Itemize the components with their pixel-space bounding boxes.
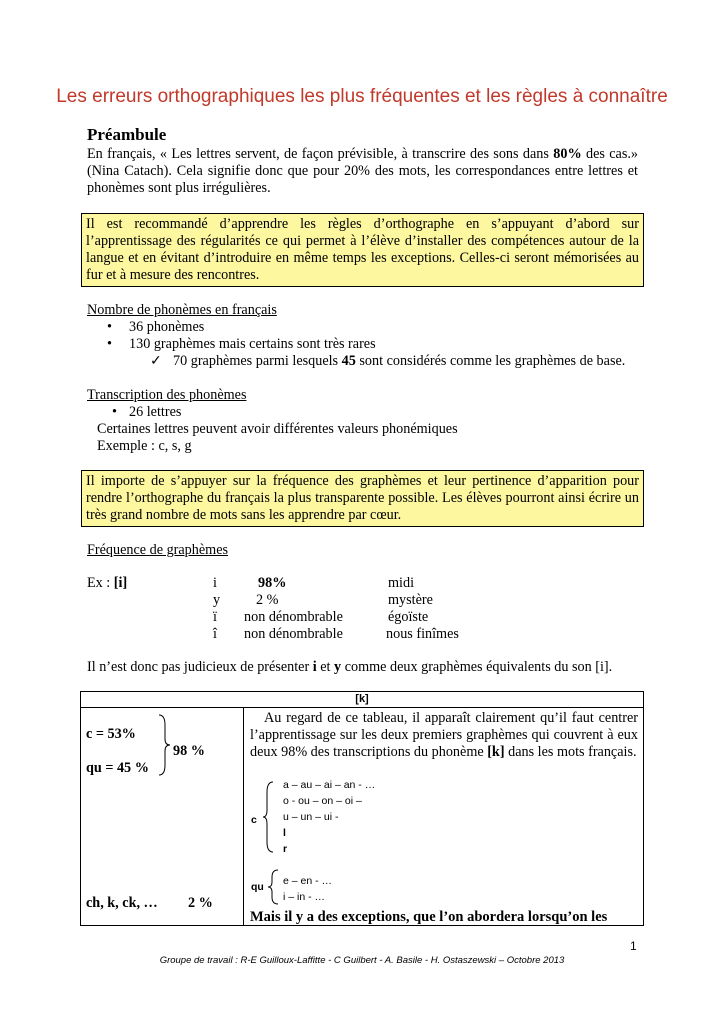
frequency-grapheme: y: [213, 592, 221, 608]
frequency-value: 98%: [258, 575, 287, 591]
frequence-heading: Fréquence de graphèmes: [87, 542, 229, 558]
brace-c-icon: [263, 780, 275, 854]
ex-sound: [i]: [113, 575, 128, 591]
table-explanation: [250, 710, 638, 761]
check-number: 45: [341, 353, 356, 369]
conclusion-text-2: comme deux graphèmes équivalents du son [i].: [344, 659, 613, 675]
frequency-example: égoïste: [388, 609, 429, 625]
total-percent: 98 %: [173, 743, 205, 759]
phonemes-bullet-2: 130 graphèmes mais certains sont très rares: [129, 336, 376, 352]
combination-line: l: [283, 827, 286, 839]
recommendation-box: Il est recommandé d’apprendre les règles d’orthographe en s’appuyant d’abord sur l’apprentissage des régularités ce qui permet à l’élève d’installer des compétences autour de la langue et en évitant d’introduire en même temps les exceptions. Celles-ci seront mémorisées au fur et à mesure des rencontres.: [81, 213, 644, 287]
check-text-2: sont considérés comme les graphèmes de base.: [359, 353, 626, 369]
others-percent: 2 %: [188, 895, 213, 911]
frequency-example: nous finîmes: [386, 626, 459, 642]
conclusion-text-1: Il n’est donc pas judicieux de présenter: [87, 659, 310, 675]
check-icon: ✓: [150, 353, 162, 369]
c-percent: c = 53%: [86, 726, 136, 742]
preambule-text-2: des cas.» (Nina Catach). Cela signifie donc que pour 20% des mots, les correspondances entre lettres et phonèmes sont plus irrégulières.: [87, 146, 639, 196]
combination-line: e – en - …: [283, 875, 333, 887]
table-right-cell: [244, 708, 644, 926]
qu-letter: qu: [251, 881, 264, 893]
brace-qu-icon: [268, 868, 280, 906]
table-text-2: dans les mots français.: [508, 744, 637, 760]
conclusion-y: y: [334, 659, 342, 675]
phonemes-check-item: [173, 353, 638, 370]
combination-line: i – in - …: [283, 891, 326, 903]
frequency-value: 2 %: [256, 592, 279, 608]
table-text-k: [k]: [487, 744, 505, 760]
frequency-example: midi: [388, 575, 415, 591]
brace-icon: [157, 713, 171, 777]
bullet-dot-3: •: [112, 404, 117, 420]
bullet-dot-1: •: [107, 319, 112, 335]
transcription-line-2: Exemple : c, s, g: [97, 438, 192, 454]
preambule-heading: Préambule: [87, 125, 167, 144]
transcription-line-1: Certaines lettres peuvent avoir différentes valeurs phonémiques: [97, 421, 458, 437]
frequence-conclusion: [87, 659, 612, 676]
preambule-paragraph: [87, 146, 638, 197]
ex-label: Ex :: [87, 575, 111, 591]
combination-line: r: [283, 843, 288, 855]
bullet-dot-2: •: [107, 336, 112, 352]
frequency-example: mystère: [388, 592, 433, 608]
frequency-grapheme: î: [213, 626, 217, 642]
qu-percent: qu = 45 %: [86, 760, 149, 776]
table-left-cell: [81, 708, 244, 926]
others-label: ch, k, ck, …: [86, 895, 158, 911]
page-title: Les erreurs orthographiques les plus fréquentes et les règles à connaître: [56, 86, 668, 107]
example-label: [87, 575, 127, 592]
combination-line: a – au – ai – an - …: [283, 779, 376, 791]
c-letter: c: [251, 814, 257, 826]
preambule-percent: 80%: [553, 146, 582, 162]
qu-combinations: [283, 873, 332, 905]
footer: Groupe de travail : R-E Guilloux-Laffitte - C Guilbert - A. Basile - H. Ostaszewski – Octobre 2013: [159, 955, 565, 966]
table-text-1: Au regard de ce tableau, il apparaît clairement qu’il faut centrer l’apprentissage sur les deux premiers graphèmes qui couvrent à eux deux 98% des transcriptions du phonème: [250, 710, 638, 760]
combination-line: u – un – ui -: [283, 811, 339, 823]
c-combinations: [283, 777, 375, 857]
transcription-bullet-1: 26 lettres: [129, 404, 182, 420]
frequency-grapheme: i: [213, 575, 217, 591]
check-text-1: 70 graphèmes parmi lesquels: [173, 353, 339, 369]
transcription-heading: Transcription des phonèmes: [87, 387, 247, 403]
frequency-value: non dénombrable: [244, 609, 343, 625]
conclusion-i: i: [312, 659, 317, 675]
k-sound-table: [80, 691, 644, 926]
table-header: [k]: [81, 692, 644, 708]
frequency-box: Il importe de s’appuyer sur la fréquence des graphèmes et leur pertinence d’apparition pour rendre l’orthographe du français la plus transparente possible. Les élèves pourront ainsi écrire un très grand nombre de mots sans les apprendre par cœur.: [81, 470, 644, 527]
phonemes-bullet-1: 36 phonèmes: [129, 319, 205, 335]
preambule-text-1: En français, « Les lettres servent, de façon prévisible, à transcrire des sons dans: [87, 146, 549, 162]
exceptions-line: Mais il y a des exceptions, que l’on abordera lorsqu’on les: [250, 909, 608, 925]
frequency-grapheme: ï: [213, 609, 217, 625]
phonemes-heading: Nombre de phonèmes en français: [87, 302, 277, 318]
conclusion-et: et: [320, 659, 331, 675]
combination-line: o - ou – on – oi –: [283, 795, 362, 807]
page-number: 1: [630, 939, 637, 953]
frequency-value: non dénombrable: [244, 626, 343, 642]
